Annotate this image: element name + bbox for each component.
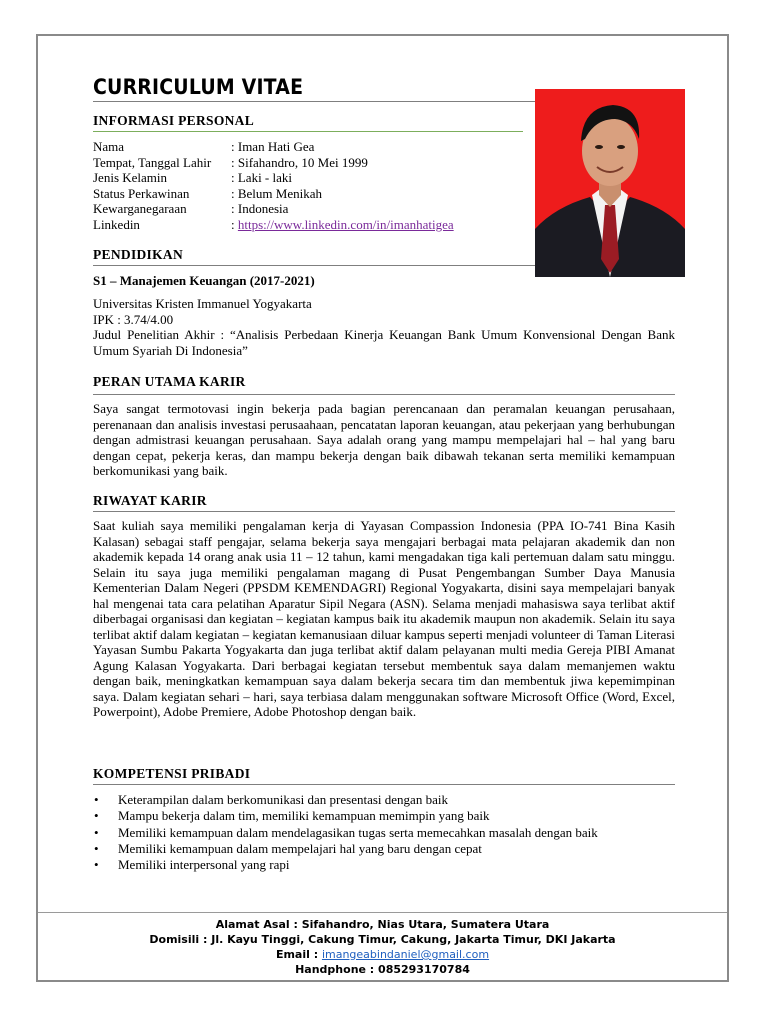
footer-address: Alamat Asal : Sifahandro, Nias Utara, Sumatera Utara xyxy=(215,918,550,931)
field-label-nationality: Kewarganegaraan xyxy=(93,201,187,216)
personal-divider xyxy=(93,131,523,132)
footer-domicile: Domisili : Jl. Kayu Tinggi, Cakung Timur, Cakung, Jakarta Timur, DKI Jakarta xyxy=(149,933,616,946)
field-label-gender: Jenis Kelamin xyxy=(93,170,168,185)
career-role-divider xyxy=(93,394,675,395)
linkedin-link[interactable]: https://www.linkedin.com/in/imanhatigea xyxy=(237,216,454,232)
footer-email-label: Email : xyxy=(275,948,322,961)
competency-text: Memiliki kemampuan dalam mendelagasikan tugas serta memecahkan masalah dengan baik xyxy=(118,824,598,840)
list-item xyxy=(93,841,598,857)
section-heading-competencies: KOMPETENSI PRIBADI xyxy=(93,766,251,781)
competency-text: Keterampilan dalam berkomunikasi dan presentasi dengan baik xyxy=(118,792,448,807)
field-value-birth: : Sifahandro, 10 Mei 1999 xyxy=(231,154,368,170)
competency-list xyxy=(93,792,598,873)
bullet-icon: • xyxy=(94,840,99,856)
cv-title: CURRICULUM VITAE xyxy=(93,75,304,99)
section-heading-career-role: PERAN UTAMA KARIR xyxy=(93,374,246,389)
footer-divider xyxy=(38,912,727,913)
list-item xyxy=(93,808,598,824)
field-value-gender: : Laki - laki xyxy=(231,170,293,185)
field-value-name: : Iman Hati Gea xyxy=(231,139,315,154)
education-divider xyxy=(93,265,535,266)
section-heading-personal: INFORMASI PERSONAL xyxy=(93,113,255,128)
education-thesis: Judul Penelitian Akhir : “Analisis Perbedaan Kinerja Keuangan Bank Umum Konvensional Dengan Bank Umum Syariah Di Indonesia” xyxy=(93,327,675,358)
career-role-text: Saya sangat termotovasi ingin bekerja pada bagian perencanaan dan peramalan keuangan perusahaan, perenanaan dan analisis investasi perusaahaan, pencatatan laporan keuangan, atau pekerjaan yang berhubungan dengan admistrasi keuangan perusahaan. Saya adalah orang yang mampu mempelajari hal – hal yang baru dengan cepat, pekerja keras, dan mampu bekerja dengan baik dibawah tekanan serta memiliki kemampuan berkomunikasi yang baik. xyxy=(93,401,675,478)
footer-phone: Handphone : 085293170784 xyxy=(295,963,470,976)
field-label-linkedin: Linkedin xyxy=(93,216,140,232)
competency-text: Mampu bekerja dalam tim, memiliki kemampuan memimpin yang baik xyxy=(118,808,490,824)
field-value-nationality: : Indonesia xyxy=(231,201,289,216)
section-heading-education: PENDIDIKAN xyxy=(93,247,184,262)
field-value-linkedin xyxy=(231,217,454,233)
education-university: Universitas Kristen Immanuel Yogyakarta xyxy=(93,296,312,311)
bullet-icon: • xyxy=(94,824,99,840)
footer-email-line xyxy=(38,947,727,962)
field-label-name: Nama xyxy=(93,139,125,154)
field-value-marital: : Belum Menikah xyxy=(231,185,322,201)
bullet-icon: • xyxy=(94,808,99,824)
profile-photo xyxy=(535,89,685,277)
bullet-icon: • xyxy=(94,857,99,873)
list-item xyxy=(93,792,598,808)
field-label-marital: Status Perkawinan xyxy=(93,185,190,201)
career-history-text: Saat kuliah saya memiliki pengalaman kerja di Yayasan Compassion Indonesia (PPA IO-741 Bina Kasih Kalasan) sebagai staff pengajar, selama bekerja saya mengajari berbagai mata pelajaran akademik dan non akademik kepada 14 orang anak usia 11 – 12 tahun, kami mengadakan tiga kali pertemuan dalam satu minggu. Selain itu saya juga memiliki pengalaman magang di Pusat Pengembangan Sumber Daya Manusia Kementerian Dalam Negeri (PPSDM KEMENDAGRI) Regional Yogyakarta, disini saya mempelajari banyak hal mengenai tata cara pelatihan Aparatur Sipil Negara (ASN). Selama menjadi mahasiswa saya terlibat aktif diberbagai organisasi dan kegiatan – kegiatan kampus baik itu akademik maupun non akademik. Selain itu saya terlibat aktif dalam kegiatan – kegiatan kemanusiaan diluar kampus seperti menjadi volunteer di Taman Literasi Yayasan Sumbu Pakarta Yogyakarta dan juga terlibat aktif dalam pelayanan multi media Gereja PIBI Amanat Agung Kalasan Yogyakarta. Dari berbagai kegiatan tersebut membentuk saya dalam memanjemen waktu dengan baik, meningkatkan kemampuan saya dalam bekerja secara tim dan membentuk jiwa kepemimpinan saya. Dalam kegiatan sehari – hari, saya terbiasa dalam menggunakan software Microsoft Office (Word, Excel, Powerpoint), Adobe Premiere, Adobe Photoshop dengan baik. xyxy=(93,518,675,719)
section-heading-career-history: RIWAYAT KARIR xyxy=(93,493,207,508)
competencies-divider xyxy=(93,784,675,785)
field-label-birth: Tempat, Tanggal Lahir xyxy=(93,154,212,170)
education-degree: S1 – Manajemen Keuangan (2017-2021) xyxy=(93,273,315,288)
title-divider xyxy=(93,101,535,102)
list-item xyxy=(93,857,598,873)
email-link[interactable]: imangeabindaniel@gmail.com xyxy=(321,948,490,961)
list-item xyxy=(93,825,598,841)
linkedin-colon: : xyxy=(231,216,238,232)
competency-text: Memiliki interpersonal yang rapi xyxy=(118,857,290,873)
career-history-divider xyxy=(93,511,675,512)
education-gpa: IPK : 3.74/4.00 xyxy=(93,311,174,327)
bullet-icon: • xyxy=(94,792,99,807)
competency-text: Memiliki kemampuan dalam mempelajari hal yang baru dengan cepat xyxy=(118,840,482,856)
